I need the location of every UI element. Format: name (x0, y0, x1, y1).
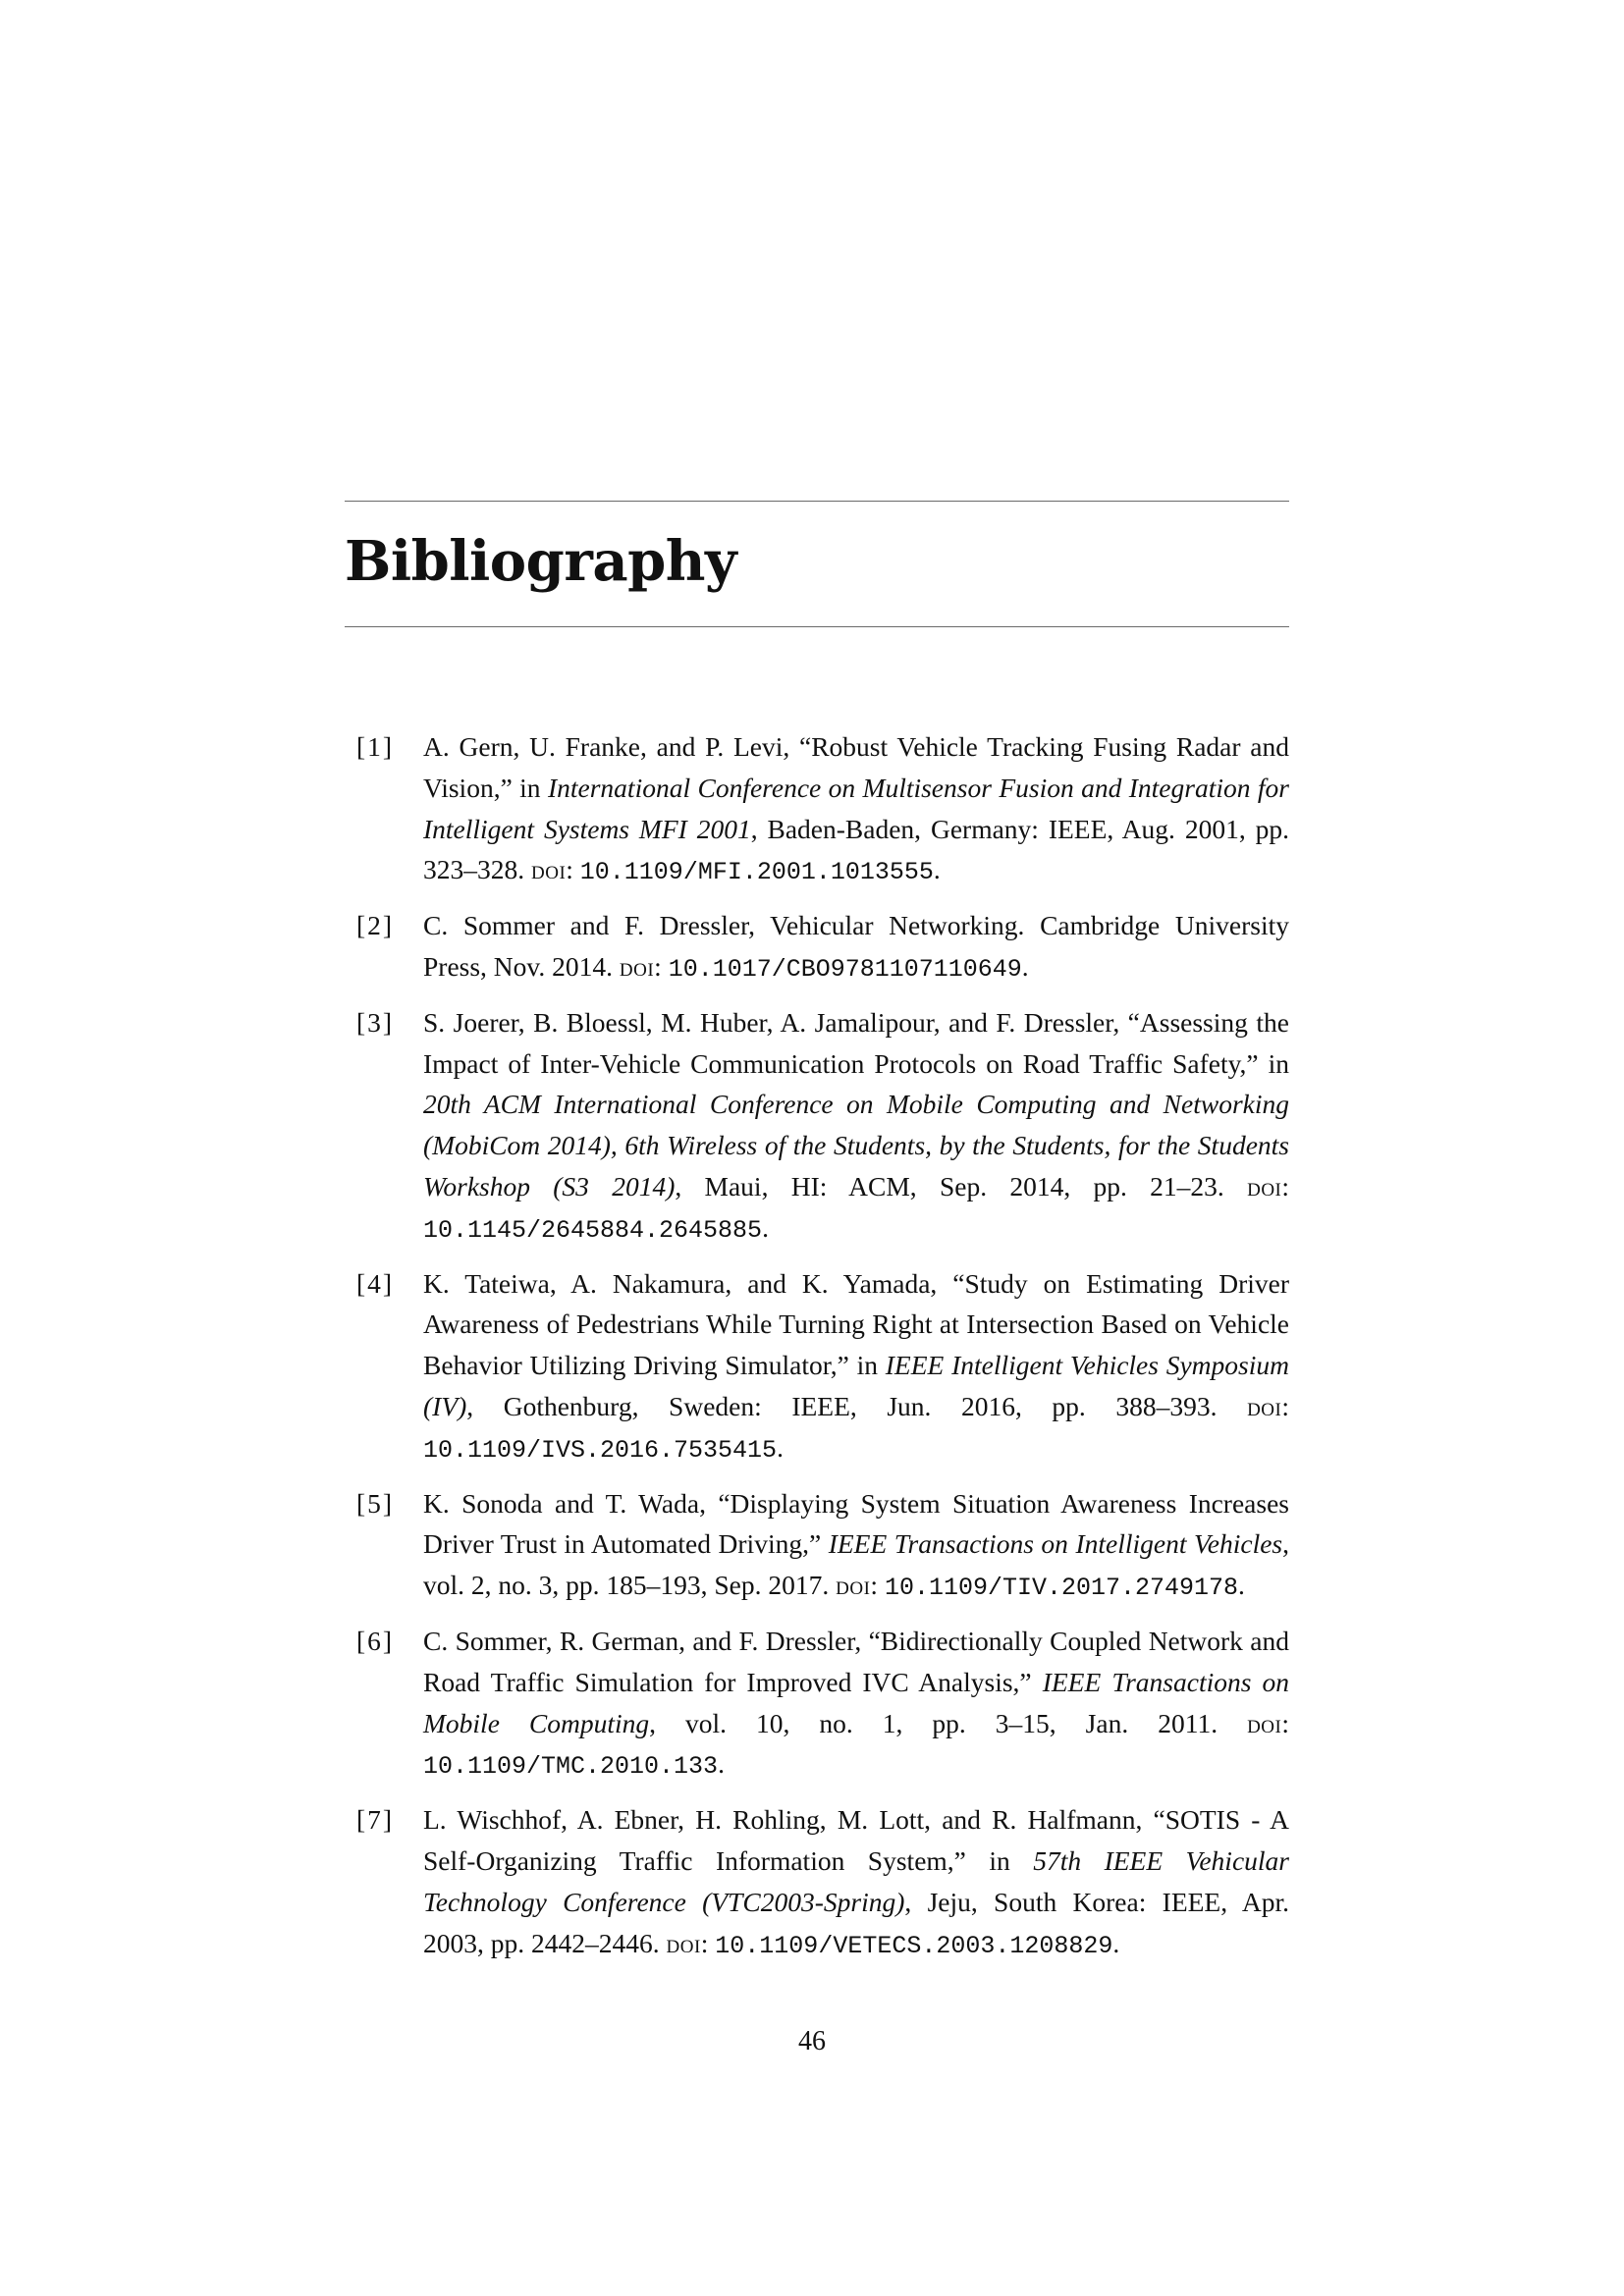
doi-separator: : (1281, 1707, 1289, 1738)
doi-separator: : (654, 950, 669, 982)
bib-label: [2] (356, 910, 395, 941)
bib-authors-title: C. Sommer, R. German, and F. Dressler, “Bidirectionally Coupled Network and Road Traffic Simulation for Improved IVC Analysis,” (423, 1625, 1289, 1697)
doi-separator: : (1281, 1170, 1290, 1201)
bib-label: [3] (356, 1006, 395, 1038)
bib-label: [5] (356, 1487, 395, 1519)
doi-link[interactable]: 10.1109/VETECS.2003.1208829 (715, 1931, 1113, 1960)
bib-authors-title: S. Joerer, B. Bloessl, M. Huber, A. Jamalipour, and F. Dressler, “Assessing the Impact of Inter-Vehicle Communication Protocols on Road Traffic Safety,” in (423, 1006, 1289, 1079)
bib-venue: IEEE Transactions on Mobile Computing (423, 1666, 1289, 1738)
bib-entry-7 (345, 1799, 1289, 1966)
doi-separator: : (870, 1570, 885, 1601)
doi-link[interactable]: 10.1109/IVS.2016.7535415 (423, 1435, 778, 1465)
page-title: Bibliography (345, 529, 737, 594)
bib-entry-1 (345, 726, 1289, 893)
doi-link[interactable]: 10.1145/2645884.2645885 (423, 1215, 763, 1245)
bib-end: . (1112, 1927, 1120, 1958)
bib-authors-title: K. Tateiwa, A. Nakamura, and K. Yamada, “Study on Estimating Driver Awareness of Pedestrians While Turning Right at Intersection Based on Vehicle Behavior Utilizing Driving Simulator,” in (423, 1267, 1289, 1381)
bib-entry-2 (345, 905, 1289, 990)
bib-details: , Gothenburg, Sweden: IEEE, Jun. 2016, pp. 388–393. (466, 1390, 1248, 1421)
bib-text (423, 1002, 1289, 1252)
bib-authors-title: K. Sonoda and T. Wada, “Displaying System Situation Awareness Increases Driver Trust in Automated Driving,” (423, 1487, 1289, 1560)
bib-text (423, 726, 1289, 893)
doi-label: doi (666, 1927, 701, 1958)
bib-end: . (777, 1431, 784, 1463)
doi-label: doi (531, 854, 567, 885)
doi-label: doi (1247, 1707, 1282, 1738)
doi-link[interactable]: 10.1109/TMC.2010.133 (423, 1752, 719, 1782)
doi-link[interactable]: 10.1109/TIV.2017.2749178 (884, 1574, 1238, 1603)
bib-label: [6] (356, 1625, 395, 1656)
bib-text (423, 905, 1289, 990)
page-number: 46 (798, 2026, 826, 2056)
bib-entry-3 (345, 1002, 1289, 1252)
bib-venue: 20th ACM International Conference on Mobile Computing and Networking (MobiCom 2014), 6th Wireless of the Students, by the Students, for the Students Workshop (S3 2014) (423, 1089, 1289, 1201)
bib-text (423, 1621, 1289, 1788)
bib-text (423, 1483, 1289, 1609)
bib-venue: 57th IEEE Vehicular Technology Conference (VTC2003-Spring) (423, 1844, 1289, 1917)
bib-venue: International Conference on Multisensor Fusion and Integration for Intelligent Systems MFI 2001 (423, 772, 1289, 844)
bib-label: [7] (356, 1804, 395, 1836)
doi-label: doi (836, 1570, 871, 1601)
bib-authors-title: A. Gern, U. Franke, and P. Levi, “Robust Vehicle Tracking Fusing Radar and Vision,” in (423, 731, 1289, 803)
doi-separator: : (566, 854, 580, 885)
bib-end: . (1021, 950, 1029, 982)
bib-end: . (933, 854, 941, 885)
doi-label: doi (619, 950, 655, 982)
bib-label: [4] (356, 1267, 395, 1299)
doi-label: doi (1247, 1170, 1282, 1201)
bib-entry-5 (345, 1483, 1289, 1609)
bib-venue: IEEE Intelligent Vehicles Symposium (IV) (423, 1350, 1289, 1421)
bibliography-list (345, 726, 1289, 1978)
bib-text (423, 1263, 1289, 1471)
bib-details: , Jeju, South Korea: IEEE, Apr. 2003, pp. 2442–2446. (423, 1886, 1290, 1958)
bib-details: , vol. 10, no. 1, pp. 3–15, Jan. 2011. (649, 1707, 1248, 1738)
bib-text (423, 1799, 1289, 1966)
doi-separator: : (1281, 1390, 1289, 1421)
bib-end: . (762, 1211, 769, 1243)
doi-link[interactable]: 10.1109/MFI.2001.1013555 (579, 858, 934, 887)
bib-venue: IEEE Transactions on Intelligent Vehicles (828, 1528, 1283, 1560)
bib-authors-title: L. Wischhof, A. Ebner, H. Rohling, M. Lott, and R. Halfmann, “SOTIS - A Self-Organizing Traffic Information System,” in (423, 1804, 1289, 1876)
bib-end: . (718, 1748, 725, 1780)
bib-details: , Maui, HI: ACM, Sep. 2014, pp. 21–23. (675, 1170, 1248, 1201)
bib-entry-4 (345, 1263, 1289, 1471)
bib-entry-6 (345, 1621, 1289, 1788)
title-rule-bottom (345, 626, 1289, 627)
bib-end: . (1238, 1570, 1245, 1601)
doi-separator: : (700, 1927, 716, 1958)
title-rule-top (345, 501, 1289, 502)
doi-label: doi (1247, 1390, 1282, 1421)
bib-details: , vol. 2, no. 3, pp. 185–193, Sep. 2017. (423, 1528, 1289, 1601)
bib-details: , Baden-Baden, Germany: IEEE, Aug. 2001, pp. 323–328. (423, 813, 1289, 885)
doi-link[interactable]: 10.1017/CBO9781107110649 (668, 954, 1022, 984)
bib-label: [1] (356, 731, 395, 762)
bib-authors-title: C. Sommer and F. Dressler, Vehicular Networking. Cambridge University Press, Nov. 2014. (423, 910, 1289, 982)
